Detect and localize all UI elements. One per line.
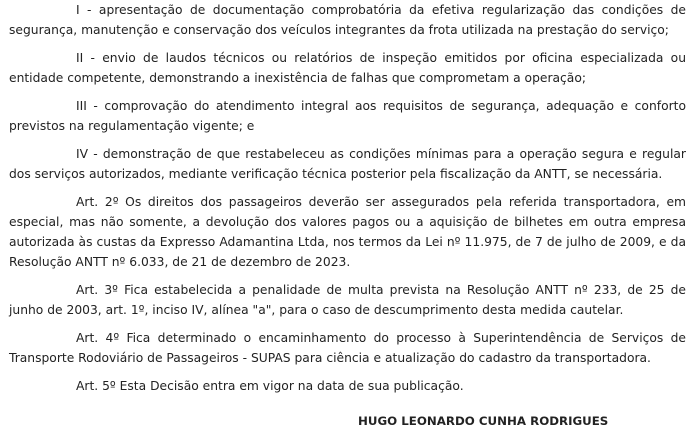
signature-name: HUGO LEONARDO CUNHA RODRIGUES <box>358 414 609 428</box>
document-body <box>9 1 686 406</box>
paragraph-article-5: Art. 5º Esta Decisão entra em vigor na data de sua publicação. <box>76 379 464 394</box>
paragraph-article-4: Art. 4º Fica determinado o encaminhamento do processo à Superintendência de Serviços de Transporte Rodoviário de Passageiros - SUPAS para ciência e atualização do cadastro da transportadora. <box>9 331 686 365</box>
paragraph-article-3: Art. 3º Fica estabelecida a penalidade de multa prevista na Resolução ANTT nº 233, de 25 de junho de 2003, art. 1º, inciso IV, alínea "a", para o caso de descumprimento desta medida cautelar. <box>9 283 686 317</box>
paragraph-item-iv: IV - demonstração de que restabeleceu as condições mínimas para a operação segura e regular dos serviços autorizados, mediante verificação técnica posterior pela fiscalização da ANTT, se necessária. <box>9 147 686 182</box>
paragraph-item-ii: II - envio de laudos técnicos ou relatórios de inspeção emitidos por oficina especializada ou entidade competente, demonstrando a inexistência de falhas que comprometam a operação; <box>9 51 686 85</box>
paragraph-item-i: I - apresentação de documentação comprobatória da efetiva regularização das condições de segurança, manutenção e conservação dos veículos integrantes da frota utilizada na prestação do serviço; <box>9 3 686 37</box>
paragraph-article-2: Art. 2º Os direitos dos passageiros deverão ser assegurados pela referida transportadora, em especial, mas não somente, a devolução dos valores pagos ou a aquisição de bilhetes em outra empresa autorizada às custas da Expresso Adamantina Ltda, nos termos da Lei nº 11.975, de 7 de julho de 2009, e da Resolução ANTT nº 6.033, de 21 de dezembro de 2023. <box>9 195 686 269</box>
paragraph-item-iii: III - comprovação do atendimento integral aos requisitos de segurança, adequação e conforto previstos na regulamentação vigente; e <box>9 99 686 133</box>
